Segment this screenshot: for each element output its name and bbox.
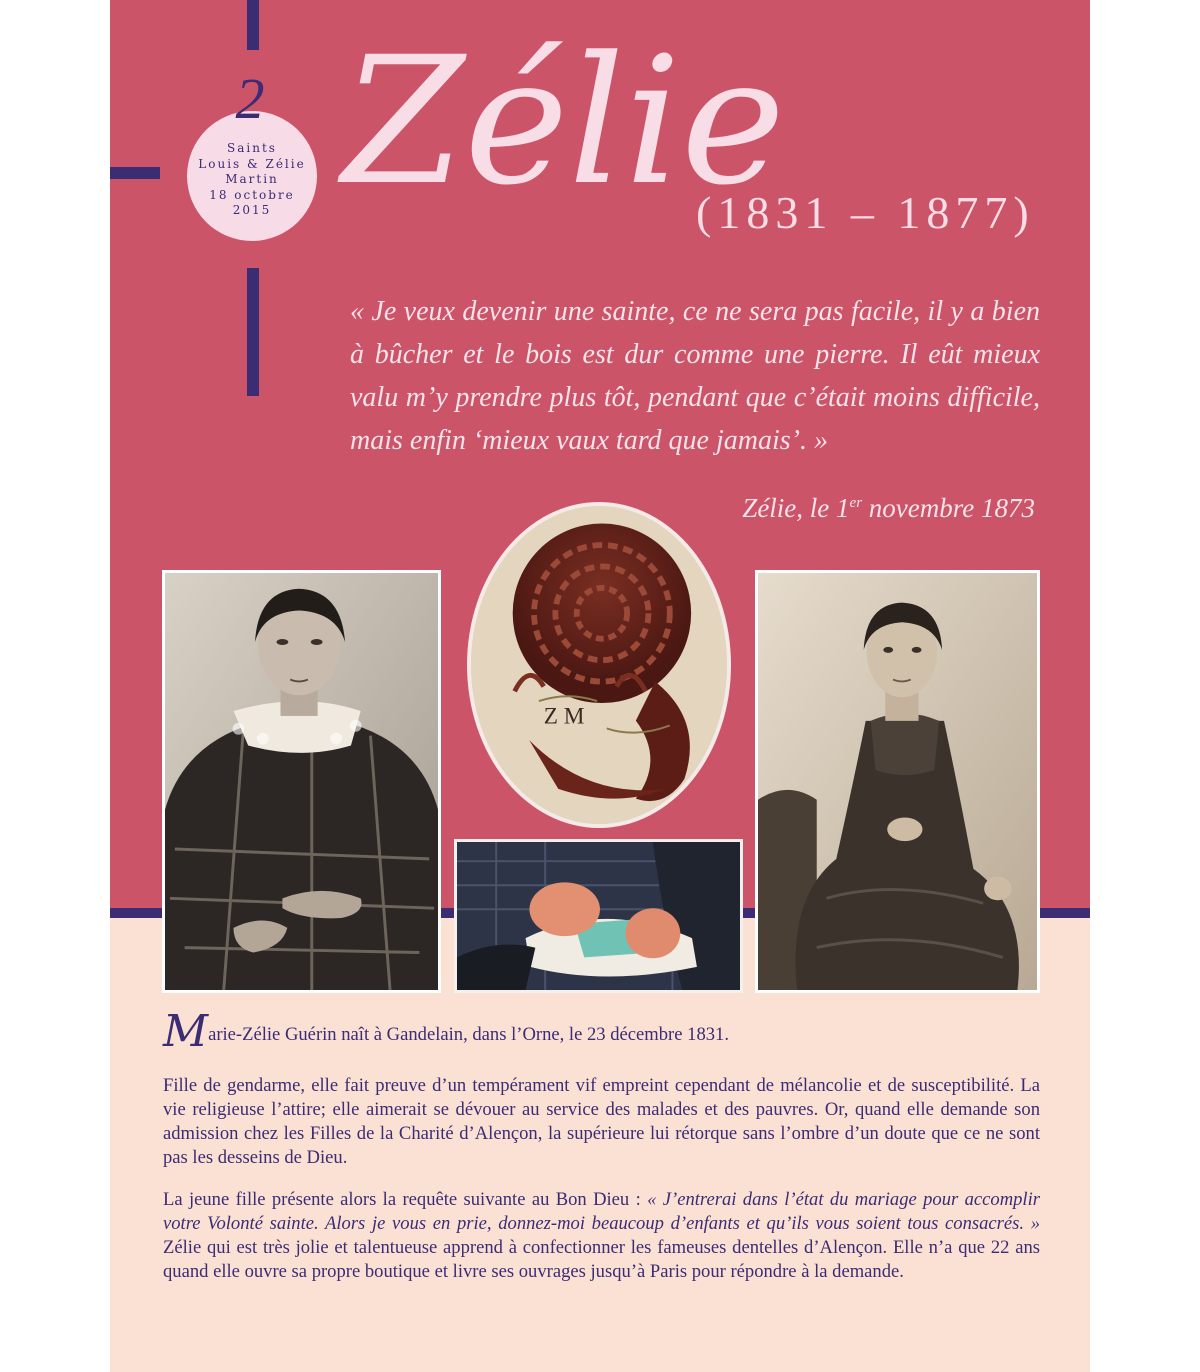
badge-line: Louis & Zélie <box>198 156 306 171</box>
drop-cap: M <box>163 1006 209 1057</box>
biography-text <box>163 1006 1040 1302</box>
lace-hands-image <box>457 842 740 990</box>
badge-line: Saints <box>227 141 277 155</box>
badge-line: 2015 <box>232 203 272 217</box>
badge-line: Martin <box>225 172 279 186</box>
paragraph-2-start: La jeune fille présente alors la requête suivante au Bon Dieu : <box>163 1189 648 1210</box>
paragraph-1: Fille de gendarme, elle fait preuve d’un tempérament vif empreint cependant de mélancolie et de susceptibilité. La vie religieuse l’attire; elle aimerait se dévouer au service des malades et des pauvres. Or, quand elle demande son admission chez les Filles de la Charité d’Alençon, la supérieure lui rétorque sans l’ombre d’un doute que ce ne sont pas les desseins de Dieu. <box>163 1075 1040 1168</box>
signature-start: Zélie, le 1 <box>742 493 850 523</box>
page-title: Zélie <box>342 19 786 224</box>
portrait-photo-left <box>162 570 441 993</box>
signature-sup: er <box>849 495 863 511</box>
badge-line: 18 octobre <box>209 187 295 202</box>
braid-image <box>471 506 727 824</box>
quote-signature <box>742 493 1035 524</box>
signature-end: novembre 1873 <box>862 493 1035 523</box>
portrait-left-image <box>165 573 438 990</box>
portrait-right-image <box>758 573 1037 990</box>
badge-text <box>187 141 317 219</box>
intro-line <box>163 1006 1040 1057</box>
poster <box>110 0 1090 1372</box>
intro-text: arie-Zélie Guérin naît à Gandelain, dans l’Orne, le 23 décembre 1831. <box>208 1024 729 1045</box>
cross-bar-bottom <box>247 268 259 396</box>
quote-text: « Je veux devenir une sainte, ce ne sera pas facile, il y a bien à bûcher et le bois est dur comme une pierre. Il eût mieux valu m’y prendre plus tôt, pendant que c’était moins difficile, mais enfin ‘mieux vaux tard que jamais’. » <box>350 296 1040 456</box>
cross-bar-left <box>110 167 160 179</box>
panel-number: 2 <box>235 66 265 131</box>
paragraph-2-end: Zélie qui est très jolie et talentueuse apprend à confectionner les fameuses dentelles d’Alençon. Elle n’a que 22 ans quand elle ouvre sa propre boutique et livre ses ouvrages jusqu’à Paris pour répondre à la demande. <box>163 1237 1040 1282</box>
life-dates: (1831 – 1877) <box>696 187 1035 238</box>
hair-braid-oval <box>467 502 731 828</box>
lace-hands-photo <box>454 839 743 993</box>
cross-bar-top <box>247 0 259 50</box>
paragraph-2-quote: « J’entrerai dans l’état du mariage pour accomplir votre Volonté sainte. Alors je vous en prie, donnez-moi beaucoup d’enfants et qu’ils vous soient tous consacrés. » <box>163 1189 1040 1234</box>
portrait-photo-right <box>755 570 1040 993</box>
monogram-text: Z M <box>543 703 585 730</box>
paragraph-2 <box>163 1188 1040 1284</box>
